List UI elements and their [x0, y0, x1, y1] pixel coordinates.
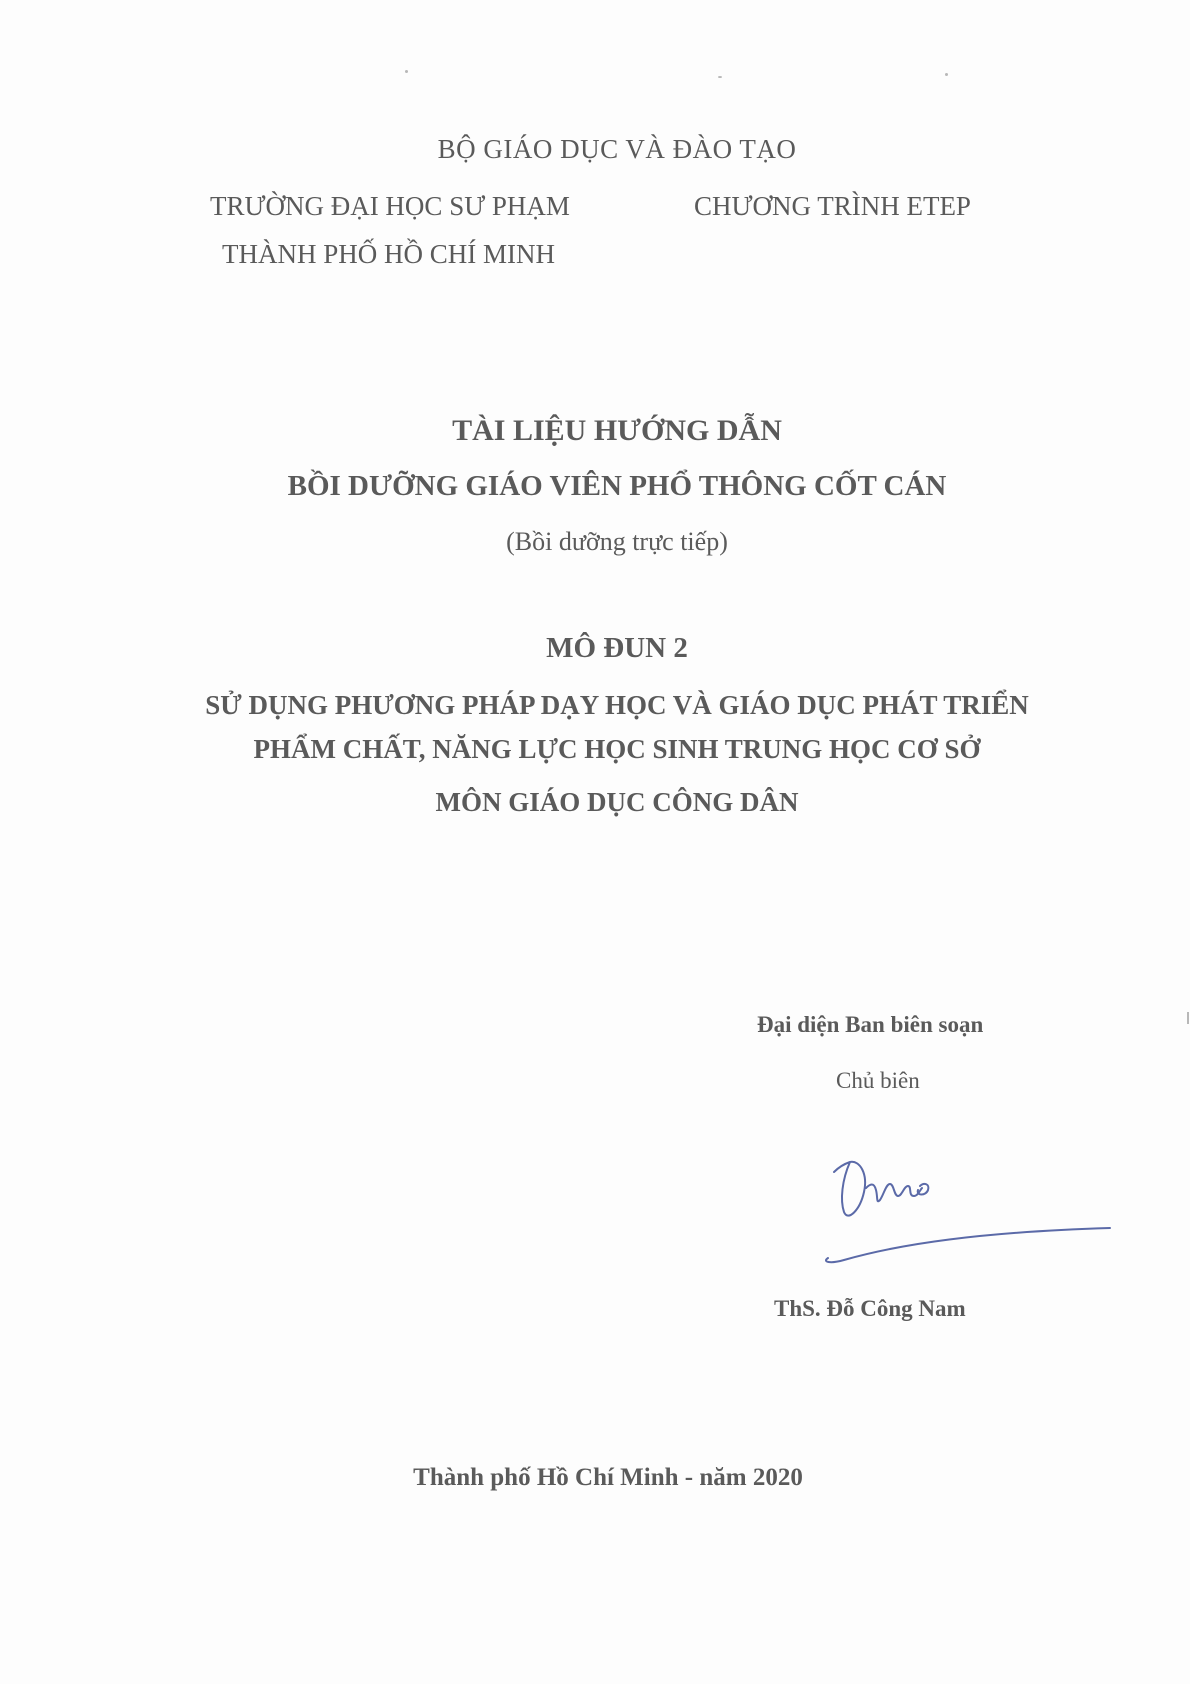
module-subject: MÔN GIÁO DỤC CÔNG DÂN [435, 787, 799, 817]
module-title-line-1: SỬ DỤNG PHƯƠNG PHÁP DẠY HỌC VÀ GIÁO DỤC PHÁT TRIỂN [205, 690, 1029, 720]
school-name-line-2: THÀNH PHỐ HỒ CHÍ MINH [222, 239, 555, 269]
scan-speck [945, 73, 948, 76]
handwritten-signature [820, 1140, 1120, 1270]
editorial-representative-label: Đại diện Ban biên soạn [757, 1012, 984, 1037]
scan-speck [405, 70, 408, 73]
school-name-line-1: TRƯỜNG ĐẠI HỌC SƯ PHẠM [210, 191, 570, 221]
document-subtitle: BỒI DƯỠNG GIÁO VIÊN PHỔ THÔNG CỐT CÁN [287, 470, 947, 502]
ministry-name: BỘ GIÁO DỤC VÀ ĐÀO TẠO [437, 134, 797, 164]
scan-speck [1187, 1012, 1189, 1024]
editor-role: Chủ biên [836, 1068, 920, 1093]
author-name: ThS. Đỗ Công Nam [774, 1296, 966, 1321]
training-mode: (Bồi dưỡng trực tiếp) [506, 527, 728, 556]
program-name: CHƯƠNG TRÌNH ETEP [694, 191, 971, 221]
module-title-line-2: PHẨM CHẤT, NĂNG LỰC HỌC SINH TRUNG HỌC CƠ SỞ [253, 734, 981, 764]
place-and-year: Thành phố Hồ Chí Minh - năm 2020 [413, 1464, 803, 1491]
module-number: MÔ ĐUN 2 [546, 632, 688, 664]
scan-speck [718, 76, 722, 78]
document-title: TÀI LIỆU HƯỚNG DẪN [452, 414, 782, 447]
